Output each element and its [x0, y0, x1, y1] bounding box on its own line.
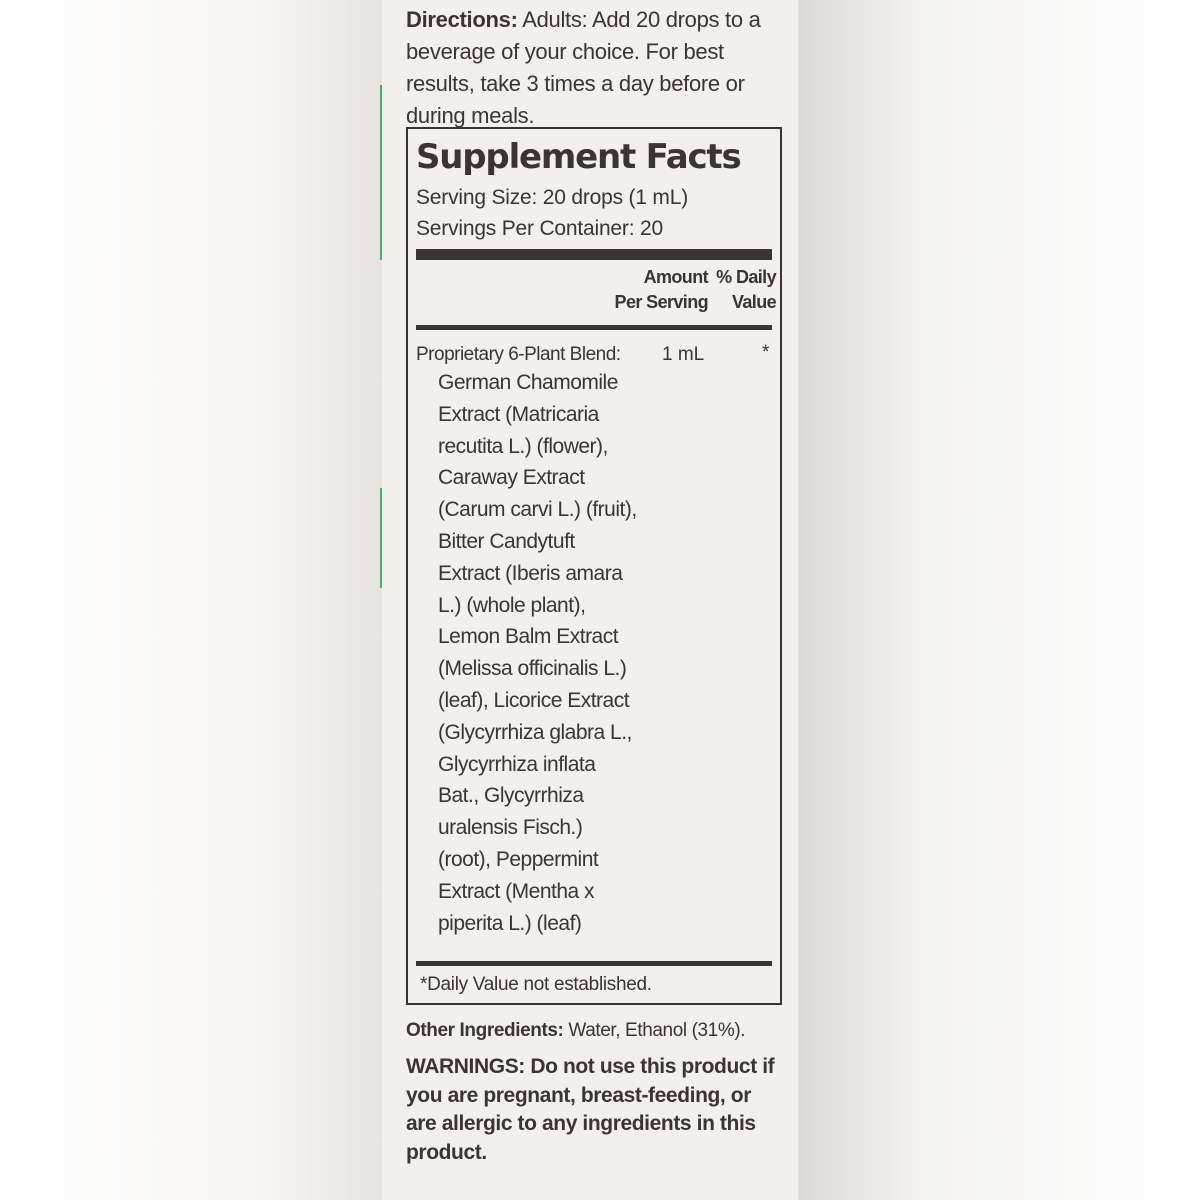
- directions-body: Adults: Add 20 drops to a beverage of your choice. For best results, take 3 times a day before or during meals.: [406, 7, 761, 128]
- left-background: [0, 0, 382, 1200]
- ingredient-line: Extract (Iberis amara: [438, 561, 623, 585]
- directions-text: [406, 4, 776, 132]
- medium-divider: [416, 325, 772, 330]
- ingredient-line: (Carum carvi L.) (fruit),: [438, 498, 637, 522]
- ingredient-line: recutita L.) (flower),: [438, 434, 608, 458]
- servings-per-container: Servings Per Container: 20: [416, 217, 663, 240]
- warnings-text: WARNINGS: Do not use this product if you are pregnant, breast-feeding, or are allergic to any ingredients in this product.: [406, 1055, 775, 1164]
- ingredient-line: (leaf), Licorice Extract: [438, 688, 630, 712]
- dv-header-line: Value: [731, 292, 776, 312]
- supplement-facts-panel: [406, 127, 782, 1005]
- blend-daily-value: *: [762, 342, 770, 363]
- blend-amount: 1 mL: [662, 344, 705, 365]
- other-ingredients-text: Water, Ethanol (31%).: [568, 1020, 746, 1041]
- ingredient-line: uralensis Fisch.): [438, 816, 583, 840]
- ingredient-line: Bitter Candytuft: [438, 529, 575, 553]
- other-ingredients: [406, 1016, 745, 1046]
- serving-size: Serving Size: 20 drops (1 mL): [416, 186, 688, 209]
- ingredient-line: Glycyrrhiza inflata: [438, 752, 596, 776]
- ingredient-line: piperita L.) (leaf): [438, 911, 582, 935]
- thick-divider: [416, 249, 772, 260]
- ingredient-line: Extract (Matricaria: [438, 402, 599, 426]
- daily-value-footnote: *Daily Value not established.: [420, 974, 652, 995]
- ingredient-line: German Chamomile: [438, 371, 618, 394]
- ingredient-line: Caraway Extract: [438, 466, 585, 490]
- right-background: [798, 0, 1200, 1200]
- ingredient-line: Bat., Glycyrrhiza: [438, 784, 584, 808]
- ingredient-line: L.) (whole plant),: [438, 593, 586, 617]
- daily-value-header: [714, 265, 776, 315]
- ingredient-line: (Glycyrrhiza glabra L.,: [438, 720, 632, 744]
- supplement-facts-title: Supplement Facts: [416, 137, 741, 177]
- ingredient-line: Extract (Mentha x: [438, 879, 595, 903]
- amount-header-line: Amount: [643, 267, 708, 287]
- ingredient-line: Lemon Balm Extract: [438, 625, 619, 649]
- ingredient-list: [438, 367, 638, 939]
- other-ingredients-label: Other Ingredients:: [406, 1020, 564, 1041]
- amount-per-serving-header: [598, 265, 708, 315]
- dv-header-line: % Daily: [716, 267, 776, 287]
- ingredient-line: (Melissa officinalis L.): [438, 657, 627, 681]
- footnote-divider: [416, 961, 772, 966]
- directions-label: Directions:: [406, 7, 518, 32]
- blend-name: Proprietary 6-Plant Blend:: [416, 344, 621, 365]
- ingredient-line: (root), Peppermint: [438, 847, 599, 871]
- amount-header-line: Per Serving: [614, 292, 708, 312]
